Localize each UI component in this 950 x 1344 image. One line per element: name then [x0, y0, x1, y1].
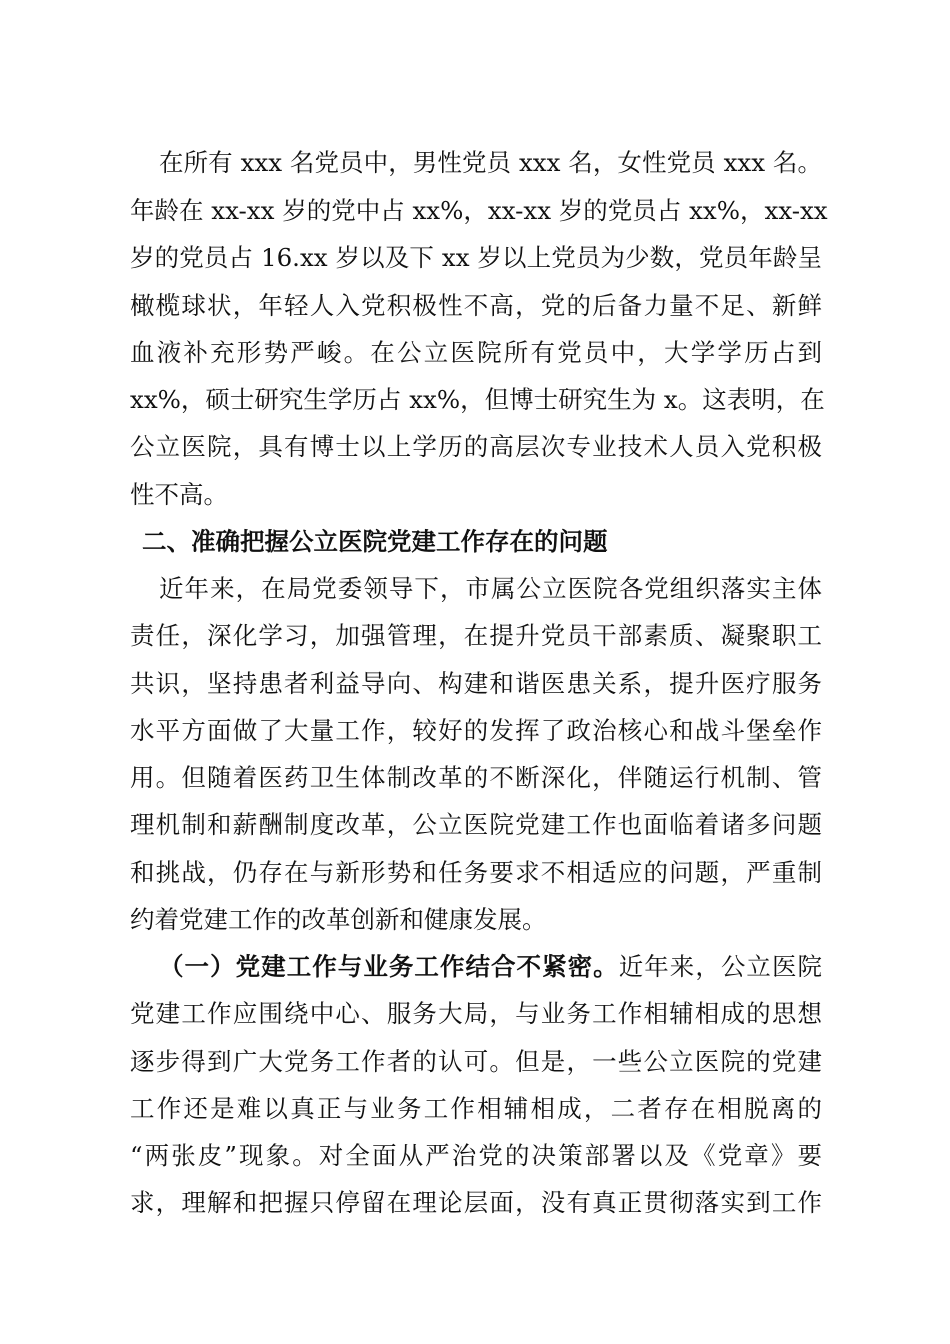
- paragraph-line: 党建工作应围绕中心、服务大局，与业务工作相辅相成的思想: [130, 999, 822, 1028]
- paragraph-line: 性不高。: [130, 480, 228, 509]
- paragraph-line: 近年来，在局党委领导下，市属公立医院各党组织落实主体: [159, 574, 822, 603]
- paragraph-line: 责任，深化学习，加强管理，在提升党员干部素质、凝聚职工: [130, 621, 822, 650]
- paragraph-line: 橄榄球状，年轻人入党积极性不高，党的后备力量不足、新鲜: [130, 291, 822, 320]
- paragraph-line: 血液补充形势严峻。在公立医院所有党员中，大学学历占到: [130, 338, 822, 367]
- paragraph-line: 水平方面做了大量工作，较好的发挥了政治核心和战斗堡垒作: [130, 716, 822, 745]
- paragraph-line: 理机制和薪酬制度改革，公立医院党建工作也面临着诸多问题: [130, 810, 822, 839]
- section-heading: 二、准确把握公立医院党建工作存在的问题: [142, 527, 608, 556]
- paragraph-line: 约着党建工作的改革创新和健康发展。: [130, 905, 547, 934]
- subsection-heading: （一）党建工作与业务工作结合不紧密。: [159, 952, 619, 981]
- paragraph-line: “两张皮”现象。对全面从严治党的决策部署以及《党章》要: [130, 1141, 822, 1170]
- paragraph-line: 和挑战，仍存在与新形势和任务要求不相适应的问题，严重制: [130, 858, 822, 887]
- paragraph-line: 公立医院，具有博士以上学历的高层次专业技术人员入党积极: [130, 432, 822, 461]
- paragraph-line: 年龄在 xx-xx 岁的党中占 xx%，xx-xx 岁的党员占 xx%，xx-xx: [130, 196, 828, 225]
- paragraph-line: 求，理解和把握只停留在理论层面，没有真正贯彻落实到工作: [130, 1188, 822, 1217]
- paragraph-text: 近年来，公立医院: [618, 952, 822, 981]
- paragraph-line: 岁的党员占 16.xx 岁以及下 xx 岁以上党员为少数，党员年龄呈: [130, 243, 822, 272]
- paragraph-line: xx%，硕士研究生学历占 xx%，但博士研究生为 x。这表明，在: [130, 385, 825, 414]
- paragraph-line: 在所有 xxx 名党员中，男性党员 xxx 名，女性党员 xxx 名。: [159, 148, 822, 177]
- paragraph-line: 用。但随着医药卫生体制改革的不断深化，伴随运行机制、管: [130, 763, 822, 792]
- paragraph-line: [159, 949, 822, 985]
- paragraph-line: 工作还是难以真正与业务工作相辅相成，二者存在相脱离的: [130, 1094, 822, 1123]
- paragraph-line: 共识，坚持患者利益导向、构建和谐医患关系，提升医疗服务: [130, 669, 822, 698]
- paragraph-line: 逐步得到广大党务工作者的认可。但是，一些公立医院的党建: [130, 1047, 822, 1076]
